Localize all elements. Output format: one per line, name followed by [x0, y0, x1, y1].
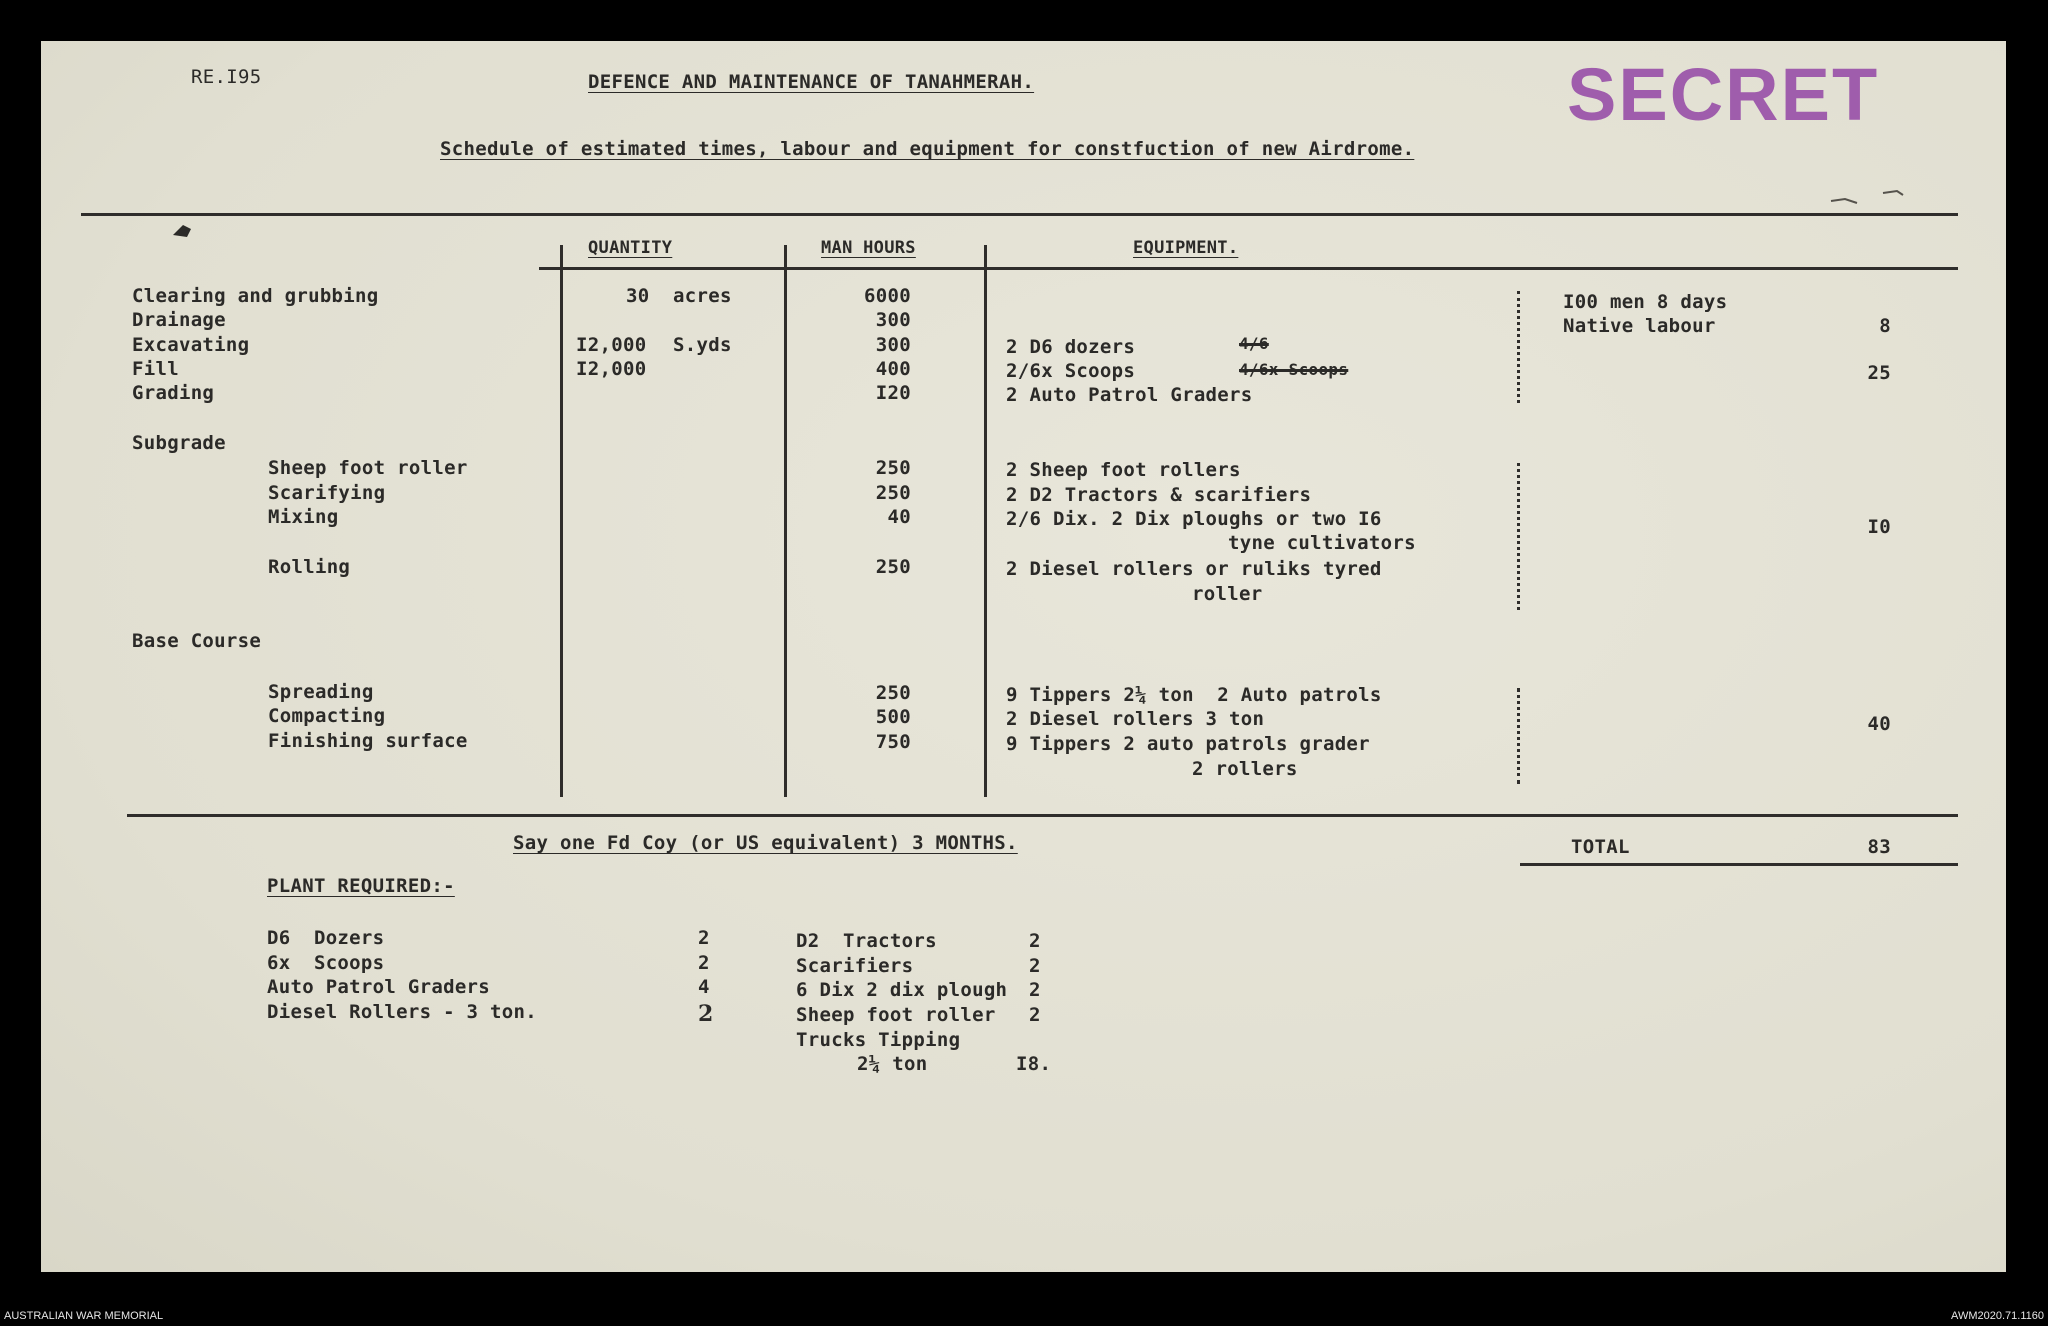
labour-count: I0 [1867, 516, 1891, 538]
subtask-label: Spreading [268, 681, 374, 703]
labour-text: I00 men 8 days [1563, 291, 1728, 313]
man-hours-value: 300 [875, 334, 911, 356]
total-value: 83 [1867, 836, 1891, 858]
quantity-unit: S.yds [673, 334, 732, 356]
task-label: Excavating [132, 334, 250, 356]
table-top-rule [81, 213, 1958, 216]
plant-qty: 2 [1029, 930, 1041, 952]
equipment-text: 2 Diesel rollers or ruliks tyred [1006, 558, 1382, 580]
plant-qty-handwritten: 2 [698, 1001, 714, 1027]
plant-item: Scarifiers [796, 955, 914, 977]
summary-line: Say one Fd Coy (or US equivalent) 3 MONTHS. [513, 832, 1018, 854]
man-hours-value: 250 [875, 457, 911, 479]
equipment-text-continued: 2 rollers [1192, 758, 1298, 780]
paper-damage-mark [1827, 183, 1907, 213]
man-hours-value: 250 [875, 682, 911, 704]
plant-item-size: 2¼ ton [857, 1053, 928, 1075]
plant-qty: 2 [698, 952, 710, 974]
plant-item: 6 Dix 2 dix plough [796, 979, 1008, 1001]
subtask-label: Finishing surface [268, 730, 468, 752]
labour-count: 8 [1879, 315, 1891, 337]
quantity-value: I2,000 [576, 358, 647, 380]
column-header-equipment: EQUIPMENT. [1133, 238, 1239, 258]
plant-item: Auto Patrol Graders [267, 976, 491, 998]
reference-number: RE.I95 [191, 66, 262, 88]
man-hours-value: I20 [875, 382, 911, 404]
equipment-text: 2 Diesel rollers 3 ton [1006, 708, 1265, 730]
man-hours-value: 400 [875, 358, 911, 380]
task-label: Grading [132, 382, 215, 404]
column-header-man-hours: MAN HOURS [821, 238, 916, 258]
table-bottom-rule [127, 814, 1958, 817]
task-label: Drainage [132, 309, 226, 331]
equipment-text-continued: tyne cultivators [1228, 532, 1416, 554]
total-rule [1520, 863, 1958, 866]
equipment-text: 2/6 Dix. 2 Dix ploughs or two I6 [1006, 508, 1382, 530]
plant-item: 6x Scoops [267, 952, 385, 974]
man-hours-value: 250 [875, 482, 911, 504]
labour-count: 40 [1867, 713, 1891, 735]
plant-qty: 4 [698, 976, 710, 998]
plant-qty: 2 [1029, 979, 1041, 1001]
subtask-label: Mixing [268, 506, 339, 528]
equipment-text: 2 D6 dozers [1006, 336, 1136, 358]
struck-out-text: 4/6 [1239, 334, 1269, 353]
plant-item: D2 Tractors [796, 930, 937, 952]
column-divider-hours [784, 245, 787, 797]
quantity-unit: acres [673, 285, 732, 307]
header-bottom-rule [539, 267, 1958, 270]
plant-item: D6 Dozers [267, 927, 385, 949]
task-label: Clearing and grubbing [132, 285, 379, 307]
plant-qty: 2 [1029, 1004, 1041, 1026]
bracket-mark [1517, 291, 1523, 403]
struck-out-text: 4/6x Scoops [1239, 360, 1349, 379]
footer-institution: AUSTRALIAN WAR MEMORIAL [4, 1310, 164, 1322]
section-heading-subgrade: Subgrade [132, 432, 226, 454]
man-hours-value: 500 [875, 706, 911, 728]
plant-qty: I8. [1016, 1053, 1052, 1075]
man-hours-value: 40 [887, 506, 911, 528]
man-hours-value: 750 [875, 731, 911, 753]
plant-heading: PLANT REQUIRED:- [267, 875, 455, 897]
total-label: TOTAL [1571, 836, 1630, 858]
quantity-value: I2,000 [576, 334, 647, 356]
man-hours-value: 250 [875, 556, 911, 578]
labour-count: 25 [1867, 362, 1891, 384]
footer-accession-number: AWM2020.71.1160 [1951, 1310, 2044, 1322]
subtask-label: Compacting [268, 705, 386, 727]
man-hours-value: 6000 [864, 285, 911, 307]
task-label: Fill [132, 358, 179, 380]
plant-qty: 2 [698, 927, 710, 949]
subtask-label: Sheep foot roller [268, 457, 468, 479]
equipment-text: 2 Sheep foot rollers [1006, 459, 1241, 481]
equipment-text: 9 Tippers 2 auto patrols grader [1006, 733, 1370, 755]
quantity-value: 30 [626, 285, 650, 307]
section-heading-base-course: Base Course [132, 630, 262, 652]
labour-text: Native labour [1563, 315, 1716, 337]
bracket-mark [1517, 463, 1523, 610]
document-title: DEFENCE AND MAINTENANCE OF TANAHMERAH. [588, 71, 1035, 93]
column-divider-equipment [984, 245, 987, 797]
plant-item: Diesel Rollers - 3 ton. [267, 1001, 537, 1023]
column-header-quantity: QUANTITY [588, 238, 673, 258]
equipment-text: 9 Tippers 2¼ ton 2 Auto patrols [1006, 684, 1382, 706]
plant-item: Sheep foot roller [796, 1004, 996, 1026]
document-subtitle: Schedule of estimated times, labour and equipment for constfuction of new Airdrome. [440, 138, 1415, 160]
equipment-text: 2/6x Scoops [1006, 360, 1136, 382]
secret-stamp: SECRET [1567, 53, 1880, 136]
equipment-text: 2 D2 Tractors & scarifiers [1006, 484, 1312, 506]
subtask-label: Rolling [268, 556, 351, 578]
subtask-label: Scarifying [268, 482, 386, 504]
column-divider-quantity [560, 245, 563, 797]
plant-qty: 2 [1029, 955, 1041, 977]
man-hours-value: 300 [875, 309, 911, 331]
bracket-mark [1517, 688, 1523, 784]
equipment-text: 2 Auto Patrol Graders [1006, 384, 1253, 406]
plant-item: Trucks Tipping [796, 1029, 961, 1051]
equipment-text-continued: roller [1192, 583, 1263, 605]
document-page [41, 41, 2006, 1272]
ink-mark [169, 221, 199, 243]
